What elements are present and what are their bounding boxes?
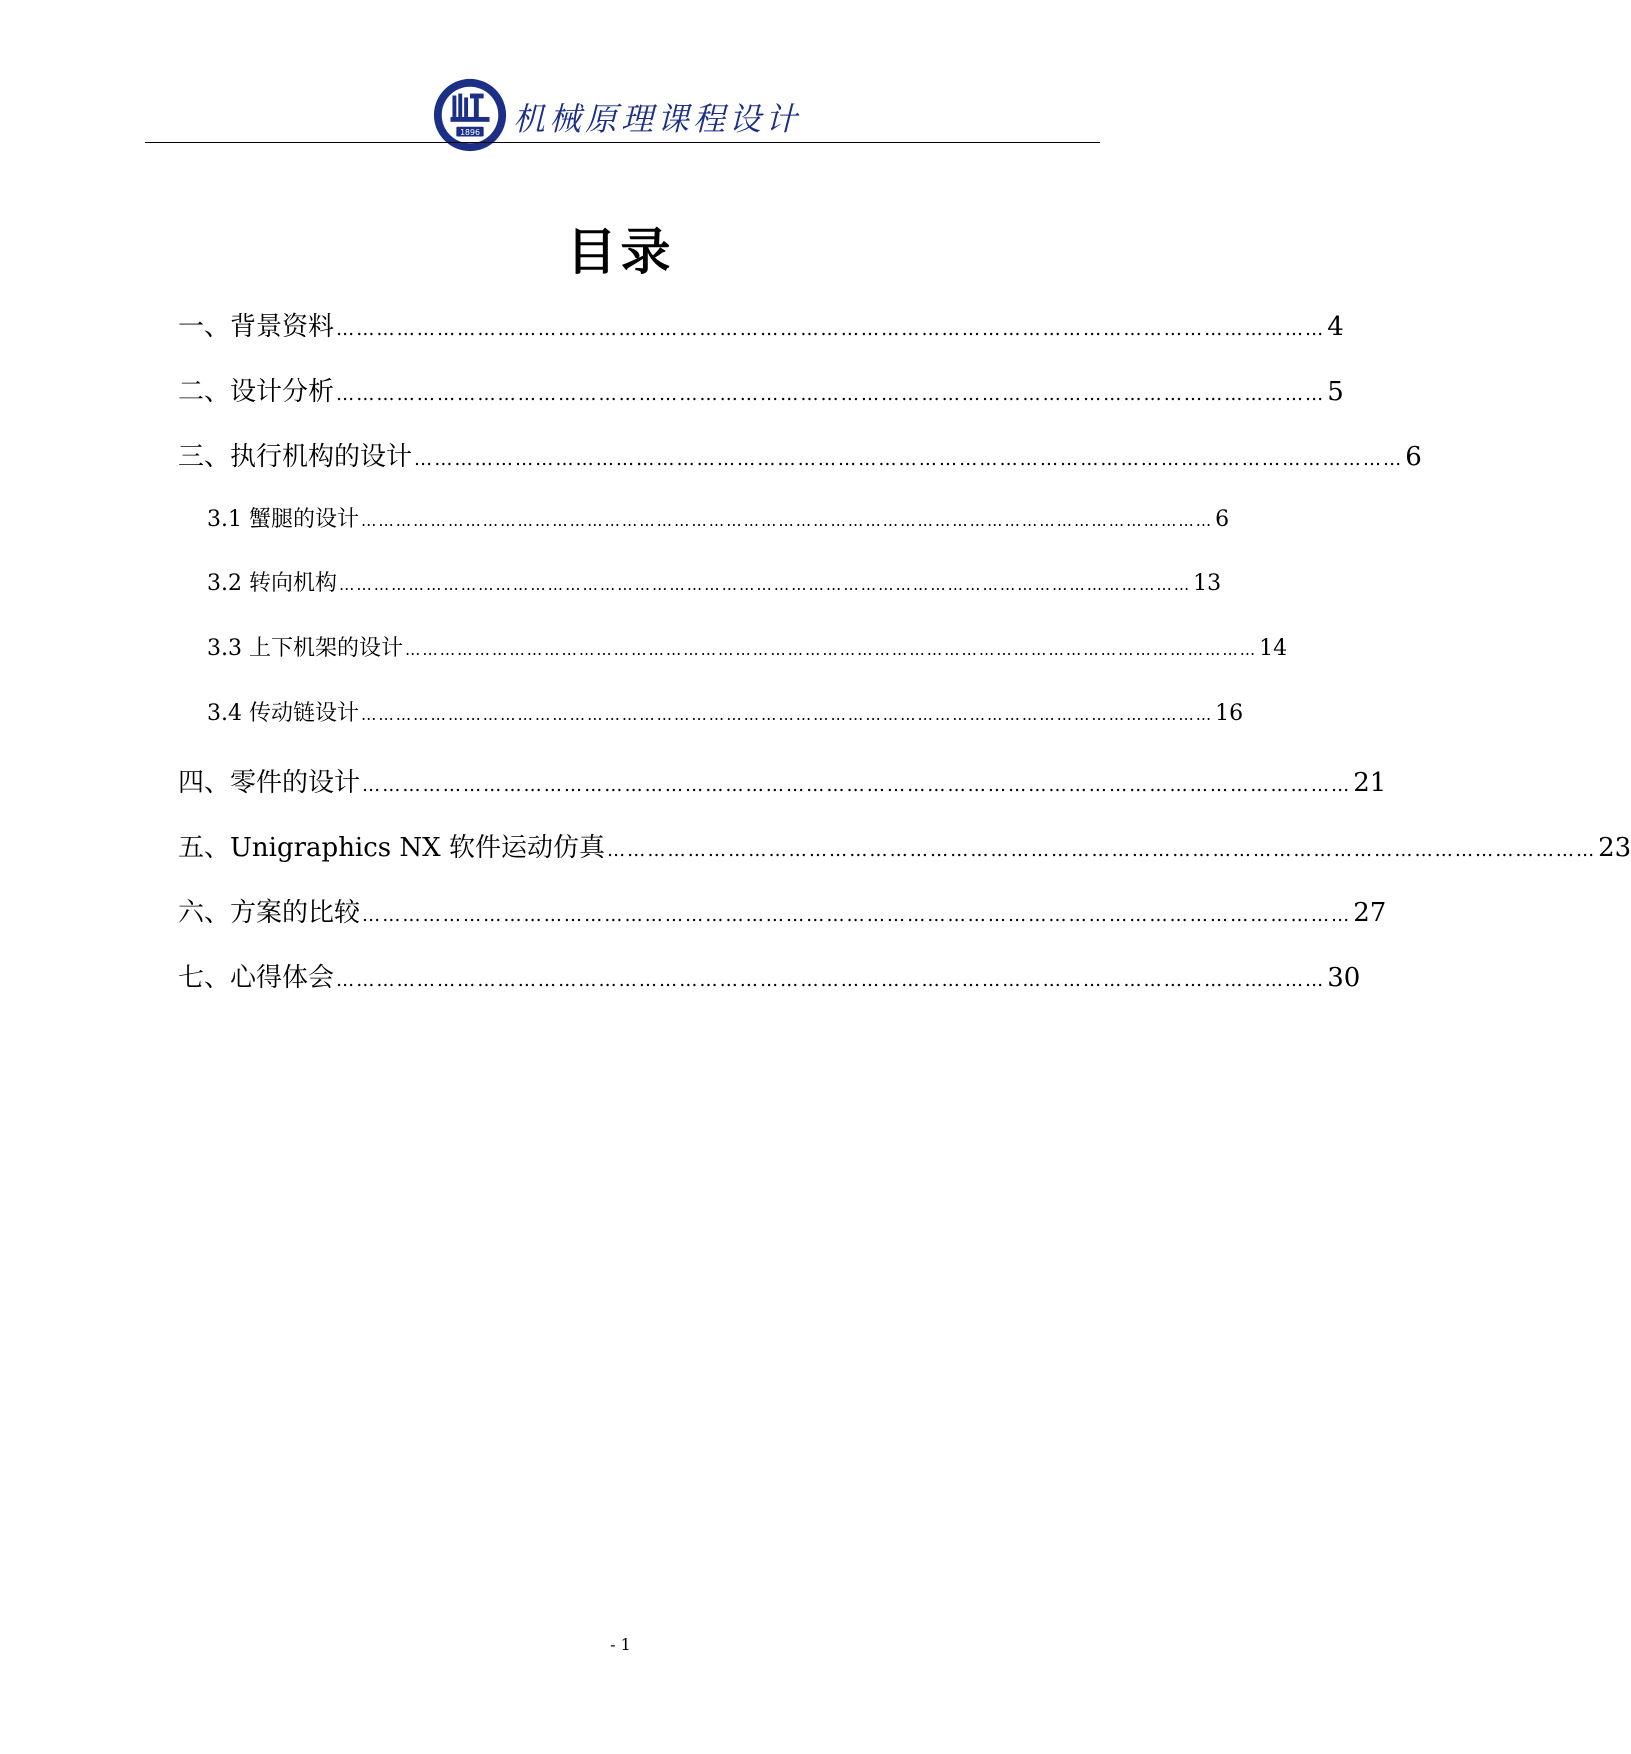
toc-entry-page: 4 xyxy=(1327,312,1344,342)
toc-entry-label: 一、背景资料 xyxy=(178,312,335,342)
toc-entry[interactable] xyxy=(207,566,1222,597)
toc-leader-dots: ………………………………………………………………………………………………………………………………… xyxy=(360,706,1214,724)
toc-entry-label: 五、Unigraphics NX 软件运动仿真 xyxy=(178,833,605,863)
toc-entry-page: 6 xyxy=(1215,507,1230,532)
toc-leader-dots: ………………………………………………………………………………………………………………………………… xyxy=(336,319,1326,340)
toc-leader-dots: ………………………………………………………………………………………………………………………………… xyxy=(362,905,1352,926)
toc-entry-page: 30 xyxy=(1327,963,1361,993)
toc-entry[interactable] xyxy=(178,827,1631,864)
toc-entry-label: 三、执行机构的设计 xyxy=(178,442,413,472)
toc-entry-page: 5 xyxy=(1327,377,1344,407)
page-number: - 1 xyxy=(610,1635,631,1654)
toc-entry[interactable] xyxy=(178,306,1344,343)
toc-entry[interactable] xyxy=(207,696,1244,727)
toc-entry-page: 16 xyxy=(1215,701,1244,726)
toc-entry-label: 3.4 传动链设计 xyxy=(207,701,359,726)
toc-leader-dots: ………………………………………………………………………………………………………………………………… xyxy=(404,641,1258,659)
toc-leader-dots: ………………………………………………………………………………………………………………………………… xyxy=(606,840,1597,861)
toc-entry[interactable] xyxy=(178,371,1344,408)
toc-entry-label: 六、方案的比较 xyxy=(178,898,361,928)
header-title: 机械原理课程设计 xyxy=(513,100,802,138)
toc-entry[interactable] xyxy=(207,631,1288,662)
toc-entry-page: 14 xyxy=(1259,636,1288,661)
toc-entry-page: 21 xyxy=(1353,768,1387,798)
page-header xyxy=(145,72,1100,144)
toc-entry-label: 3.2 转向机构 xyxy=(207,571,337,596)
toc-entry-page: 23 xyxy=(1598,833,1631,863)
toc-entry-label: 七、心得体会 xyxy=(178,963,335,993)
toc-entry[interactable] xyxy=(178,762,1387,799)
toc-entry-page: 27 xyxy=(1353,898,1387,928)
toc-entry[interactable] xyxy=(178,957,1361,994)
toc-entry[interactable] xyxy=(178,892,1387,929)
toc-entry[interactable] xyxy=(178,436,1422,473)
toc-entry-page: 13 xyxy=(1193,571,1222,596)
toc-title: 目录 xyxy=(566,223,675,281)
toc-leader-dots: ………………………………………………………………………………………………………………………………… xyxy=(336,384,1326,405)
toc-leader-dots: ………………………………………………………………………………………………………………………………… xyxy=(414,449,1404,470)
toc-entry-label: 二、设计分析 xyxy=(178,377,335,407)
header-divider xyxy=(145,142,1100,143)
toc-entry-label: 3.1 蟹腿的设计 xyxy=(207,507,359,532)
logo-year: 1896 xyxy=(460,127,480,137)
toc-entry[interactable] xyxy=(207,502,1230,533)
toc-leader-dots: ………………………………………………………………………………………………………………………………… xyxy=(336,970,1326,991)
toc-leader-dots: ………………………………………………………………………………………………………………………………… xyxy=(360,512,1214,530)
toc-entry-label: 3.3 上下机架的设计 xyxy=(207,636,403,661)
toc-leader-dots: ………………………………………………………………………………………………………………………………… xyxy=(338,576,1192,594)
toc-entry-label: 四、零件的设计 xyxy=(178,768,361,798)
toc-leader-dots: ………………………………………………………………………………………………………………………………… xyxy=(362,775,1352,796)
toc-entry-page: 6 xyxy=(1405,442,1422,472)
